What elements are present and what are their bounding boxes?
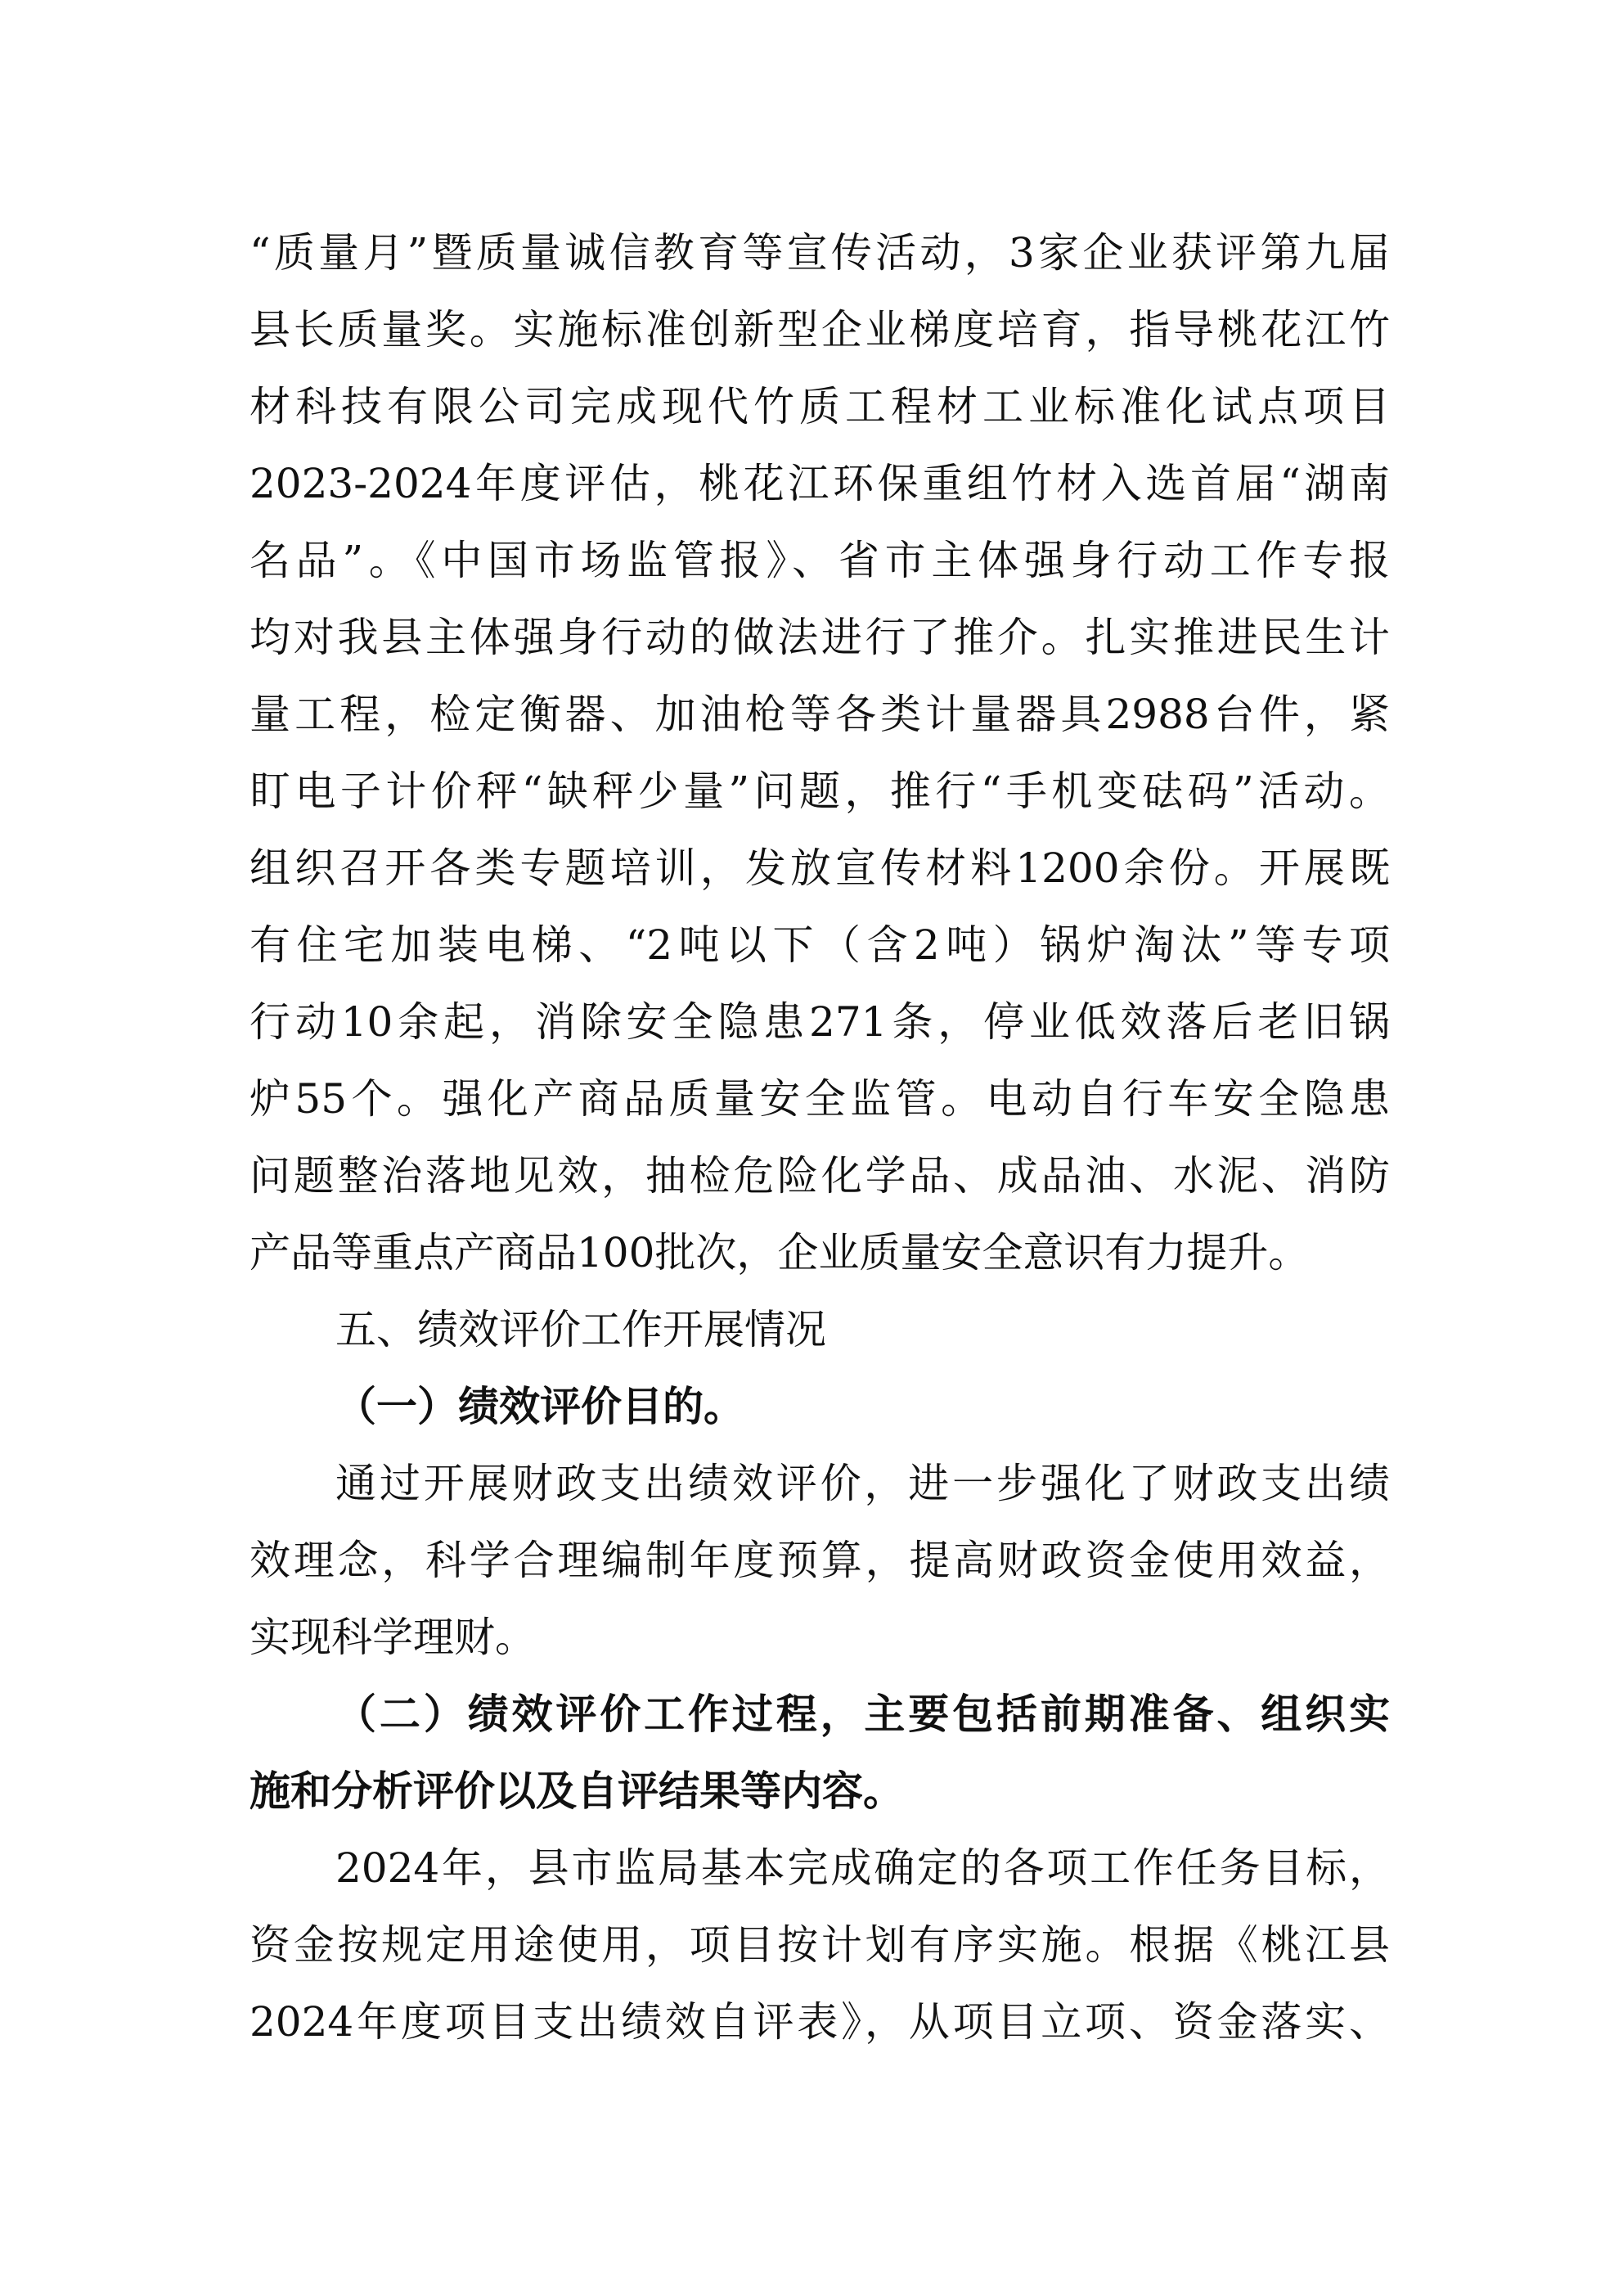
text-line: 通过开展财政支出绩效评价，进一步强化了财政支出绩 [335, 1460, 1390, 1507]
paragraph-evaluation-purpose [250, 1445, 1390, 1676]
text-line: 材科技有限公司完成现代竹质工程材工业标准化试点项目 [250, 383, 1390, 430]
text-line: 组织召开各类专题培训，发放宣传材料1200余份。开展既 [250, 844, 1390, 892]
paragraph-evaluation-process [250, 1830, 1390, 2060]
text-line: 县长质量奖。实施标准创新型企业梯度培育，指导桃花江竹 [250, 306, 1390, 353]
subsection-heading: （一）绩效评价目的。 [335, 1382, 744, 1430]
text-line: 盯电子计价秤“缺秤少量”问题，推行“手机变砝码”活动。 [250, 768, 1390, 815]
text-line: “质量月”暨质量诚信教育等宣传活动，3家企业获评第九届 [250, 229, 1390, 277]
text-line: 炉55个。强化产商品质量安全监管。电动自行车安全隐患 [250, 1075, 1390, 1123]
text-line: 效理念，科学合理编制年度预算，提高财政资金使用效益， [250, 1537, 1390, 1584]
text-line: 行动10余起，消除安全隐患271条，停业低效落后老旧锅 [250, 998, 1390, 1046]
text-line: 名品”。《中国市场监管报》、省市主体强身行动工作专报 [250, 537, 1390, 584]
subsection-heading-line: （二）绩效评价工作过程，主要包括前期准备、组织实 [335, 1690, 1390, 1738]
text-line: 产品等重点产商品100批次，企业质量安全意识有力提升。 [250, 1229, 1310, 1276]
document-body [250, 214, 1390, 2060]
text-line: 2023-2024年度评估，桃花江环保重组竹材入选首届“湖南 [250, 460, 1390, 507]
text-line: 有住宅加装电梯、“2吨以下（含2吨）锅炉淘汰”等专项 [250, 921, 1390, 969]
text-line: 资金按规定用途使用，项目按计划有序实施。根据《桃江县 [250, 1921, 1390, 1969]
text-line: 2024年，县市监局基本完成确定的各项工作任务目标， [335, 1844, 1390, 1892]
text-line: 2024年度项目支出绩效自评表》，从项目立项、资金落实、 [250, 1998, 1390, 2046]
text-line: 均对我县主体强身行动的做法进行了推介。扎实推进民生计 [250, 614, 1390, 661]
text-line: 量工程，检定衡器、加油枪等各类计量器具2988台件，紧 [250, 691, 1390, 738]
text-line: 实现科学理财。 [250, 1614, 536, 1661]
text-line: 问题整治落地见效，抽检危险化学品、成品油、水泥、消防 [250, 1152, 1390, 1200]
section-heading: 五、绩效评价工作开展情况 [335, 1306, 826, 1353]
subsection-heading-line: 施和分析评价以及自评结果等内容。 [250, 1767, 904, 1815]
paragraph-quality-work [250, 214, 1390, 1291]
subsection-heading-process [250, 1676, 1390, 1830]
